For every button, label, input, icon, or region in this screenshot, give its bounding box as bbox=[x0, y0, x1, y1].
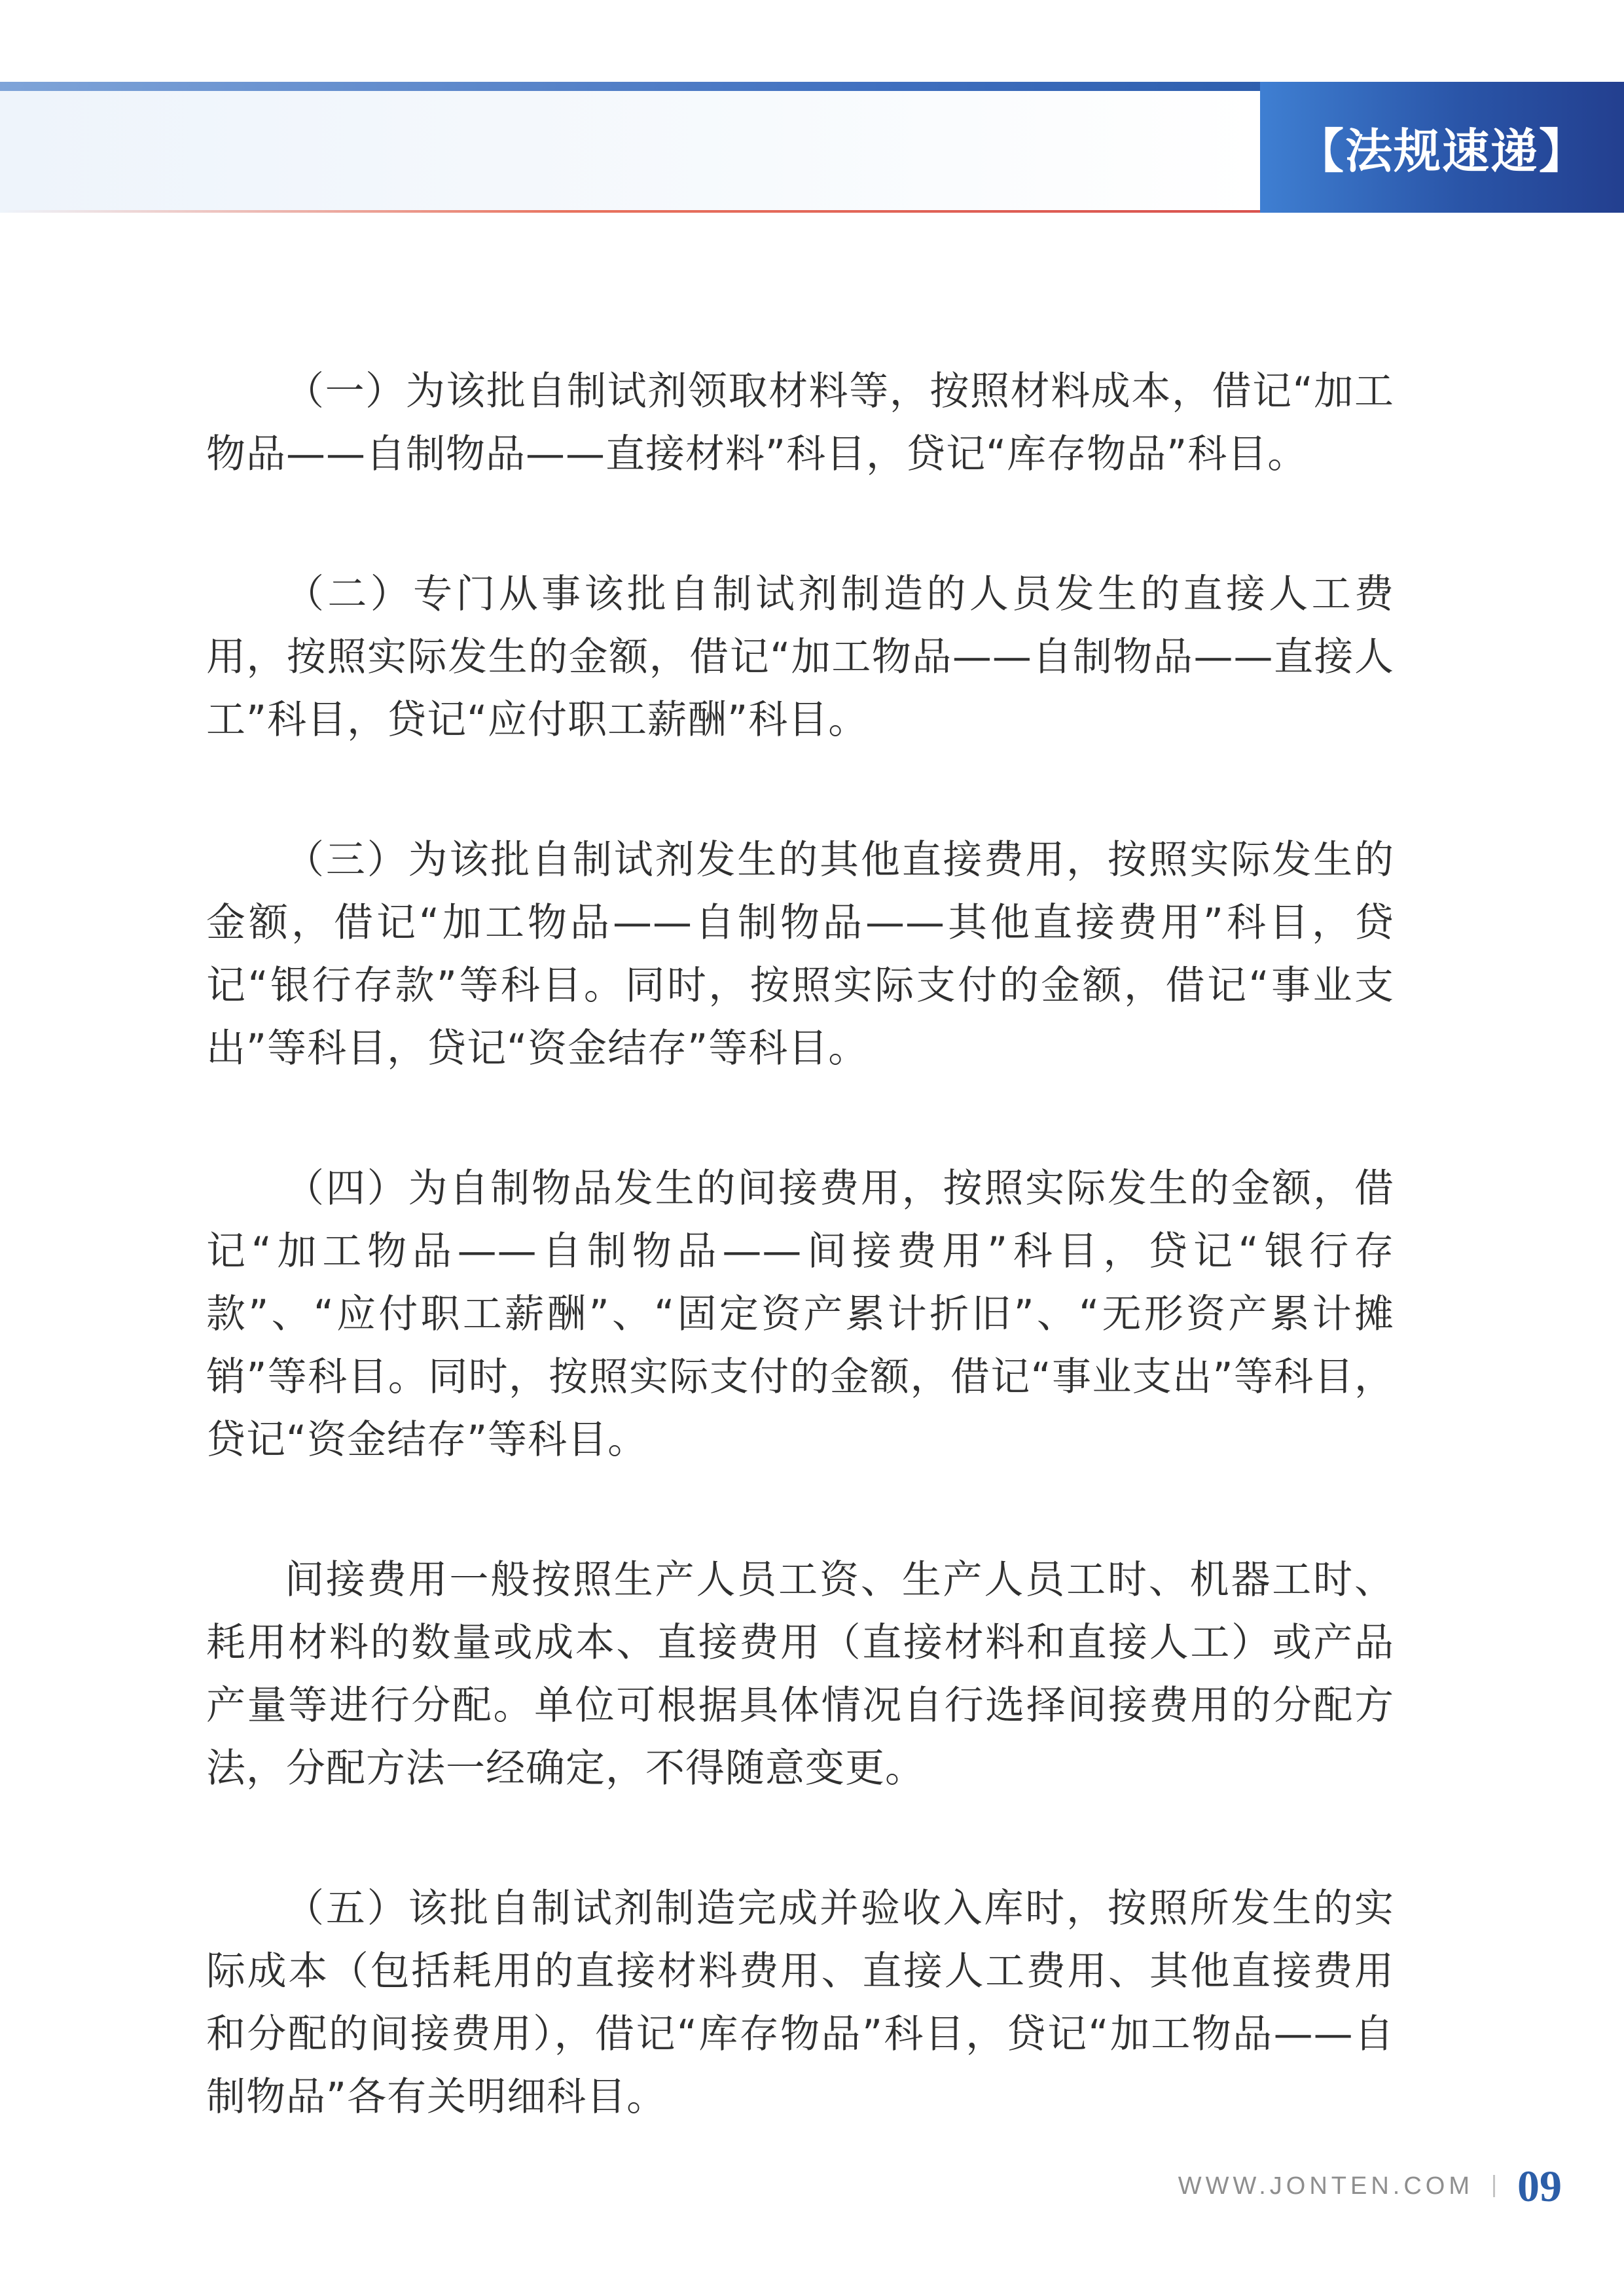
header-top-line bbox=[0, 82, 1260, 91]
page-footer bbox=[1178, 2160, 1562, 2212]
section-tag: 【法规速递】 bbox=[1260, 82, 1624, 213]
page-number: 09 bbox=[1517, 2161, 1562, 2211]
header-band bbox=[0, 82, 1260, 213]
footer-website-link[interactable]: WWW.JONTEN.COM bbox=[1178, 2172, 1473, 2200]
article-body bbox=[206, 360, 1394, 2206]
paragraph-2: （二）专门从事该批自制试剂制造的人员发生的直接人工费用，按照实际发生的金额，借记“加工物品——自制物品——直接人工”科目，贷记“应付职工薪酬”科目。 bbox=[206, 571, 1394, 743]
paragraph-3: （三）为该批自制试剂发生的其他直接费用，按照实际发生的金额，借记“加工物品——自制物品——其他直接费用”科目，贷记“银行存款”等科目。同时，按照实际支付的金额，借记“事业支出”等科目，贷记“资金结存”等科目。 bbox=[206, 837, 1394, 1071]
paragraph-4: （四）为自制物品发生的间接费用，按照实际发生的金额，借记“加工物品——自制物品——间接费用”科目，贷记“银行存款”、“应付职工薪酬”、“固定资产累计折旧”、“无形资产累计摊销”等科目。同时，按照实际支付的金额，借记“事业支出”等科目，贷记“资金结存”等科目。 bbox=[206, 1166, 1394, 1463]
header-accent-line bbox=[0, 210, 1260, 213]
paragraph-6: （五）该批自制试剂制造完成并验收入库时，按照所发生的实际成本（包括耗用的直接材料费用、直接人工费用、其他直接费用和分配的间接费用），借记“库存物品”科目，贷记“加工物品——自制物品”各有关明细科目。 bbox=[206, 1886, 1394, 2120]
paragraph-5: 间接费用一般按照生产人员工资、生产人员工时、机器工时、耗用材料的数量或成本、直接费用（直接材料和直接人工）或产品产量等进行分配。单位可根据具体情况自行选择间接费用的分配方法，分配方法一经确定，不得随意变更。 bbox=[206, 1557, 1394, 1791]
paragraph-1: （一）为该批自制试剂领取材料等，按照材料成本，借记“加工物品——自制物品——直接材料”科目，贷记“库存物品”科目。 bbox=[206, 368, 1394, 477]
footer-divider bbox=[1493, 2175, 1495, 2197]
